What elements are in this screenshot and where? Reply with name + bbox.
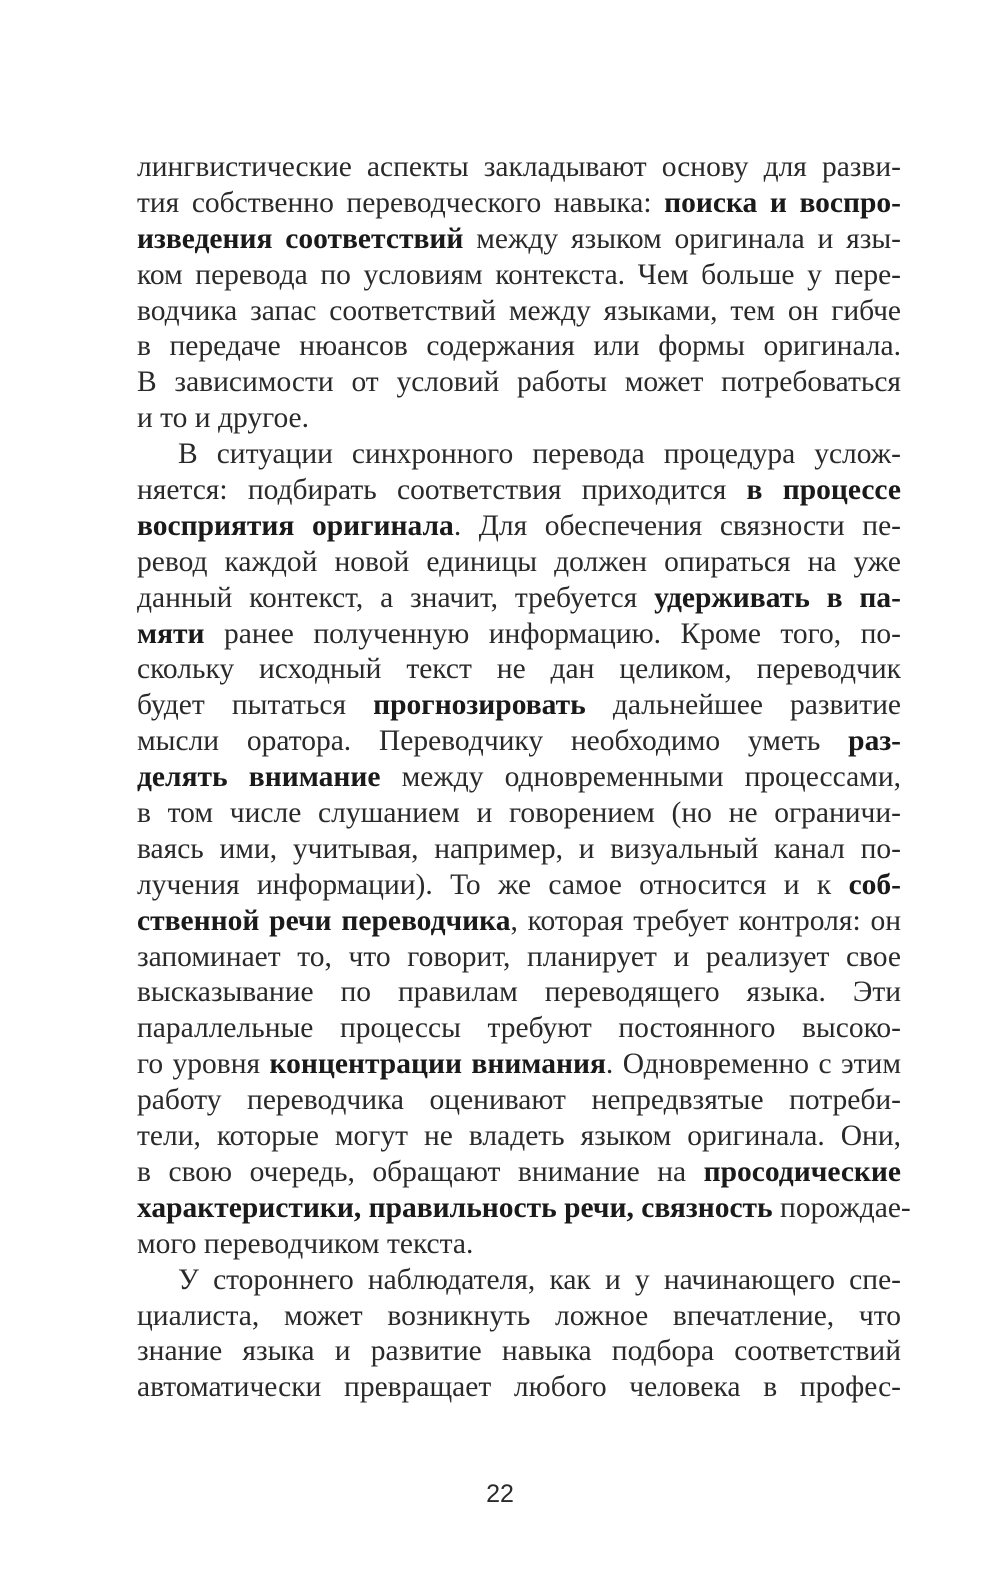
text-line: мого переводчиком текста.: [137, 1227, 474, 1260]
text-line: водчика запас соответствий между языками, тем он гибче: [137, 294, 901, 327]
page-number: 22: [486, 1480, 514, 1508]
text-line: параллельные процессы требуют постоянного высоко-: [137, 1012, 901, 1045]
text-line: в том числе слушанием и говорением (но не ограничи-: [137, 797, 901, 830]
text-line: ваясь ими, учитывая, например, и визуальный канал по-: [137, 832, 901, 865]
text-line: го уровня концентрации внимания. Одновременно с этим: [137, 1048, 902, 1081]
text-line: скольку исходный текст не дан целиком, переводчик: [137, 653, 901, 686]
text-line: ственной речи переводчика, которая требует контроля: он: [137, 904, 902, 937]
text-line: няется: подбирать соответствия приходится в процессе: [137, 474, 901, 507]
text-line: В зависимости от условий работы может потребоваться: [137, 366, 901, 399]
text-line: в свою очередь, обращают внимание на просодические: [137, 1155, 901, 1188]
body-text: [137, 150, 911, 1406]
text-line: высказывание по правилам переводящего языка. Эти: [137, 976, 901, 1009]
text-line: изведения соответствий между языком оригинала и язы-: [137, 222, 902, 255]
text-line: тия собственно переводческого навыка: поиска и воспро-: [137, 186, 901, 219]
text-line: циалиста, может возникнуть ложное впечатление, что: [137, 1299, 901, 1332]
paragraph: [137, 150, 901, 437]
text-line: мяти ранее полученную информацию. Кроме того, по-: [137, 617, 901, 650]
text-line: лучения информации). То же самое относится и к соб-: [137, 868, 901, 901]
text-line: данный контекст, а значит, требуется удерживать в па-: [137, 581, 901, 614]
text-line: знание языка и развитие навыка подбора соответствий: [137, 1335, 901, 1368]
text-line: тели, которые могут не владеть языком оригинала. Они,: [137, 1120, 901, 1153]
paragraph: [137, 437, 911, 1262]
text-line: характеристики, правильность речи, связность порождае-: [137, 1191, 911, 1224]
text-line: ком перевода по условиям контекста. Чем больше у пере-: [137, 258, 901, 291]
text-line: восприятия оригинала. Для обеспечения связности пе-: [137, 509, 901, 542]
text-line: мысли оратора. Переводчику необходимо уметь раз-: [137, 725, 901, 758]
text-line: автоматически превращает любого человека в профес-: [137, 1371, 901, 1404]
text-line: запоминает то, что говорит, планирует и реализует свое: [137, 940, 901, 973]
text-line: будет пытаться прогнозировать дальнейшее развитие: [137, 689, 901, 722]
text-line: работу переводчика оценивают непредвзятые потреби-: [137, 1084, 901, 1117]
text-line: в передаче нюансов содержания или формы оригинала.: [137, 330, 901, 363]
paragraph: [137, 1263, 901, 1407]
text-line: ревод каждой новой единицы должен опираться на уже: [137, 545, 901, 578]
text-line: и то и другое.: [137, 402, 310, 435]
text-line: делять внимание между одновременными процессами,: [137, 761, 902, 794]
text-line: У стороннего наблюдателя, как и у начинающего спе-: [178, 1263, 901, 1296]
text-line: лингвистические аспекты закладывают основу для разви-: [137, 151, 901, 183]
text-line: В ситуации синхронного перевода процедура услож-: [178, 438, 901, 471]
